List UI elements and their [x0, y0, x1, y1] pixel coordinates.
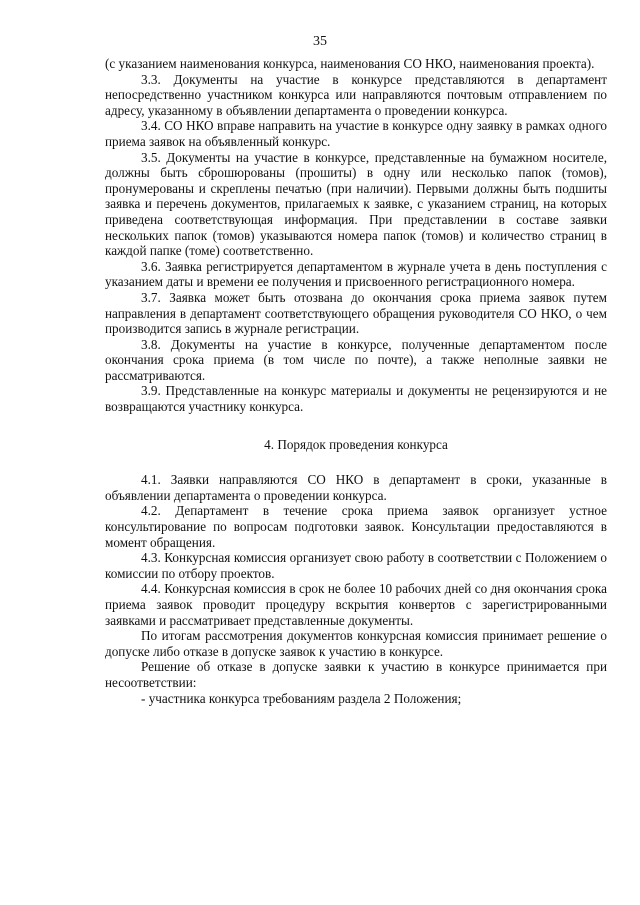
- section-heading: 4. Порядок проведения конкурса: [264, 436, 448, 452]
- paragraph-3-8: 3.8. Документы на участие в конкурсе, полученные департаментом после окончания срока приема (в том числе по почте), а также неполные заявки не рассматриваются.: [105, 336, 607, 383]
- paragraph-4-2: 4.2. Департамент в течение срока приема заявок организует устное консультирование по вопросам подготовки заявок. Консультации предоставляются в момент обращения.: [105, 503, 607, 550]
- page-number: 35: [313, 34, 327, 49]
- paragraph-4-4: 4.4. Конкурсная комиссия в срок не более 10 рабочих дней со дня окончания срока приема заявок проводит процедуру вскрытия конвертов с зарегистрированными заявками и рассматривает представленные документы.: [105, 581, 607, 628]
- paragraph-continuation: (с указанием наименования конкурса, наименования СО НКО, наименования проекта).: [105, 56, 595, 71]
- paragraph-review-results: По итогам рассмотрения документов конкурсная комиссия принимает решение о допуске либо отказе в допуске заявок к участию в конкурсе.: [105, 628, 607, 659]
- paragraph-3-5: 3.5. Документы на участие в конкурсе, представленные на бумажном носителе, должны быть сброшюрованы (прошиты) в одну или несколько папок (томов), пронумерованы и скреплены печатью (при наличии). Первыми должны быть подшиты заявка и перечень документов, прилагаемых к заявке, с указанием страниц, на которых приведена соответствующая информация. При представлении в составе заявки нескольких папок (томов) указываются номера папок (томов) и количество страниц в каждой папке (томе) соответственно.: [105, 149, 607, 259]
- document-body: [105, 56, 607, 706]
- paragraph-4-1: 4.1. Заявки направляются СО НКО в департамент в сроки, указанные в объявлении департамента о проведении конкурса.: [105, 472, 607, 503]
- paragraph-3-9: 3.9. Представленные на конкурс материалы и документы не рецензируются и не возвращаются участнику конкурса.: [105, 383, 607, 415]
- list-item-participant-requirements: - участника конкурса требованиям раздела 2 Положения;: [141, 690, 462, 706]
- paragraph-3-7: 3.7. Заявка может быть отозвана до окончания срока приема заявок путем направления в департамент соответствующего обращения руководителя СО НКО, о чем производится запись в журнале регистрации.: [105, 289, 607, 337]
- paragraph-refusal-decision: Решение об отказе в допуске заявки к участию в конкурсе принимается при несоответствии:: [105, 659, 607, 690]
- paragraph-3-4: 3.4. СО НКО вправе направить на участие в конкурсе одну заявку в рамках одного приема заявок на объявленный конкурс.: [105, 118, 607, 149]
- paragraph-4-3: 4.3. Конкурсная комиссия организует свою работу в соответствии с Положением о комиссии по отбору проектов.: [105, 550, 607, 581]
- paragraph-3-3: 3.3. Документы на участие в конкурсе представляются в департамент непосредственно участником конкурса или направляются почтовым отправлением по адресу, указанному в объявлении департамента о проведении конкурса.: [105, 71, 607, 118]
- paragraph-3-6: 3.6. Заявка регистрируется департаментом в журнале учета в день поступления с указанием даты и времени ее получения и присвоенного регистрационного номера.: [105, 258, 607, 290]
